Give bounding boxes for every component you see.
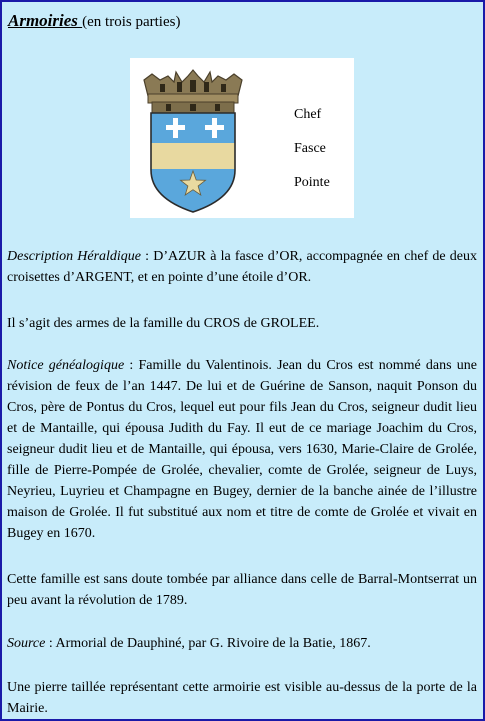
arms-owner-paragraph: Il s’agit des armes de la famille du CROS de GROLEE.	[7, 316, 320, 331]
page-subtitle: (en trois parties)	[82, 14, 181, 30]
stone-paragraph: Une pierre taillée représentant cette armoirie est visible au-dessus de la porte de la Mairie.	[7, 680, 477, 716]
page-title: Armoiries	[8, 11, 83, 30]
notice-text: : Famille du Valentinois. Jean du Cros est nommé dans une révision de feux de l’an 1447. De lui et de Guérine de Sanson, naquit Ponson du Cros, père de Pontus du Cros, lequel eut pour fils Jean du Cros, seigneur dudit lieu et de Mantaille, qui épousa Judith du Fay. Il eut de ce mariage Joachim du Cros, seigneur dudit lieu et de Mantaille, qui épousa, vers 1630, Marie-Claire de Grolée, fille de Pierre-Pompée de Grolée, chevalier, comte de Grolée, seigneur de Luys, Neyrieu, Luyrieu et Champagne en Bugey, dernier de la banche ainée de l’illustre maison de Grolée. Il fut substitué aux nom et titre de comte de Grolée et vivait en Bugey en 1670.	[7, 358, 477, 541]
shield-icon	[130, 58, 290, 218]
shield-label-pointe: Pointe	[294, 175, 330, 190]
description-label: Description Héraldique	[7, 249, 142, 264]
heraldic-description	[7, 246, 477, 288]
description-text: : D’AZUR à la fasce d’OR, accompagnée en chef de deux croisettes d’ARGENT, et en pointe d’une étoile d’OR.	[7, 249, 478, 285]
source-paragraph	[7, 633, 477, 654]
source-label: Source	[7, 636, 46, 651]
shield-label-fasce: Fasce	[294, 141, 326, 156]
source-text: : Armorial de Dauphiné, par G. Rivoire de la Batie, 1867.	[45, 636, 371, 651]
crown-icon	[144, 70, 242, 113]
alliance-paragraph: Cette famille est sans doute tombée par alliance dans celle de Barral-Montserrat un peu avant la révolution de 1789.	[7, 572, 477, 608]
notice-label: Notice généalogique	[7, 358, 125, 373]
page-header	[8, 12, 180, 31]
genealogical-notice	[7, 355, 477, 544]
shield-label-chef: Chef	[294, 107, 322, 122]
coat-of-arms-image	[130, 58, 354, 218]
